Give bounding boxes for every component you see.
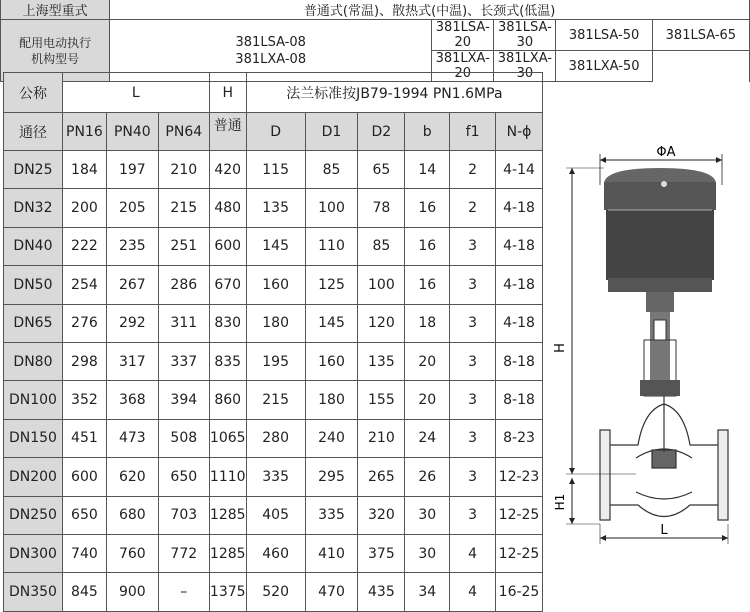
table-cell: 65	[358, 151, 405, 189]
table-cell: 460	[246, 534, 305, 572]
table-cell: 394	[158, 381, 209, 419]
table-row	[4, 266, 543, 304]
header-D: D	[246, 113, 305, 151]
table-cell: 85	[358, 227, 405, 265]
table-cell: 85	[305, 151, 358, 189]
table-cell: 435	[358, 573, 405, 611]
dimension-table	[3, 72, 543, 612]
header-pn16: PN16	[62, 113, 106, 151]
table-cell: 197	[106, 151, 158, 189]
table-cell: 20	[405, 381, 450, 419]
table-cell: 317	[106, 342, 158, 380]
model-lsa-20: 381LSA-20	[432, 20, 494, 51]
table-cell: 205	[106, 189, 158, 227]
table-cell: 772	[158, 534, 209, 572]
table-cell: 508	[158, 419, 209, 457]
row-nominal-size: DN40	[4, 227, 63, 265]
table-cell: 184	[62, 151, 106, 189]
model-lsa-08: 381LSA-08	[235, 34, 306, 50]
table-cell: 8-18	[496, 342, 543, 380]
table-cell: 16-25	[496, 573, 543, 611]
table-row	[4, 189, 543, 227]
table-cell: 12-23	[496, 458, 543, 496]
table-cell: 135	[246, 189, 305, 227]
table-cell: 20	[405, 342, 450, 380]
header-L: L	[62, 73, 209, 113]
table-cell: 650	[62, 496, 106, 534]
table-cell: 311	[158, 304, 209, 342]
table-cell: 680	[106, 496, 158, 534]
valve-drawing	[548, 140, 748, 550]
table-cell: 670	[209, 266, 246, 304]
table-cell: 835	[209, 342, 246, 380]
H1-label: H1	[553, 493, 567, 511]
header-nominal-top: 公称	[4, 73, 63, 113]
phiA-label: ΦA	[656, 145, 676, 160]
table-cell: 254	[62, 266, 106, 304]
table-row	[4, 419, 543, 457]
table-cell: 1375	[209, 573, 246, 611]
table-cell: 18	[405, 304, 450, 342]
table-cell: 276	[62, 304, 106, 342]
table-cell: 4-14	[496, 151, 543, 189]
table-cell: 235	[106, 227, 158, 265]
valve-body	[600, 396, 728, 520]
row-nominal-size: DN25	[4, 151, 63, 189]
table-cell: 8-18	[496, 381, 543, 419]
table-cell: 900	[106, 573, 158, 611]
table-cell: 320	[358, 496, 405, 534]
header-nominal-bottom: 通径	[4, 113, 63, 151]
header-f1: f1	[450, 113, 496, 151]
table-cell: 420	[209, 151, 246, 189]
table-cell: 405	[246, 496, 305, 534]
row-nominal-size: DN200	[4, 458, 63, 496]
table-cell: 215	[158, 189, 209, 227]
table-cell: 2	[450, 151, 496, 189]
table-cell: 4	[450, 534, 496, 572]
table-cell: 30	[405, 534, 450, 572]
table-cell: 3	[450, 266, 496, 304]
table-cell: 4	[450, 573, 496, 611]
table-cell: 352	[62, 381, 106, 419]
table-cell: 4-18	[496, 189, 543, 227]
table-cell: 480	[209, 189, 246, 227]
table-cell: 100	[358, 266, 405, 304]
table-cell: 375	[358, 534, 405, 572]
table-cell: 4-18	[496, 227, 543, 265]
table-cell: 1110	[209, 458, 246, 496]
table-cell: 145	[305, 304, 358, 342]
table-cell: 222	[62, 227, 106, 265]
table-cell: 100	[305, 189, 358, 227]
table-cell: 115	[246, 151, 305, 189]
table-cell: 145	[246, 227, 305, 265]
header-N-phi: N-ϕ	[496, 113, 543, 151]
table-cell: 298	[62, 342, 106, 380]
header-H: H	[209, 73, 246, 113]
row-nominal-size: DN50	[4, 266, 63, 304]
table-row	[4, 573, 543, 611]
table-row	[4, 304, 543, 342]
table-cell: 600	[62, 458, 106, 496]
row-nominal-size: DN100	[4, 381, 63, 419]
table-row	[4, 534, 543, 572]
table-row	[4, 458, 543, 496]
table-cell: 410	[305, 534, 358, 572]
table-cell: 125	[305, 266, 358, 304]
actuator-label: 配用电动执行 机构型号	[19, 35, 92, 66]
table-cell: 335	[305, 496, 358, 534]
table-cell: 337	[158, 342, 209, 380]
table-cell: 30	[405, 496, 450, 534]
table-cell: 12-25	[496, 496, 543, 534]
type-label: 上海型重式	[22, 4, 88, 19]
table-cell: 215	[246, 381, 305, 419]
table-cell: 34	[405, 573, 450, 611]
table-cell: 470	[305, 573, 358, 611]
table-row	[4, 151, 543, 189]
table-cell: 180	[246, 304, 305, 342]
table-cell: 16	[405, 189, 450, 227]
table-cell: 155	[358, 381, 405, 419]
table-cell: 8-23	[496, 419, 543, 457]
table-cell: 3	[450, 342, 496, 380]
table-cell: 295	[305, 458, 358, 496]
table-cell: 267	[106, 266, 158, 304]
row-nominal-size: DN65	[4, 304, 63, 342]
table-cell: 830	[209, 304, 246, 342]
row-nominal-size: DN300	[4, 534, 63, 572]
row-nominal-size: DN250	[4, 496, 63, 534]
model-lxa-20: 381LXA-20	[432, 51, 494, 82]
table-cell: 2	[450, 189, 496, 227]
table-cell: 195	[246, 342, 305, 380]
header-H-normal: 普通	[209, 113, 246, 151]
table-cell: 520	[246, 573, 305, 611]
table-cell: 135	[358, 342, 405, 380]
table-cell: 760	[106, 534, 158, 572]
table-cell: 286	[158, 266, 209, 304]
table-cell: 3	[450, 227, 496, 265]
table-cell: 110	[305, 227, 358, 265]
table-row	[4, 342, 543, 380]
header-flange-standard: 法兰标准按JB79-1994 PN1.6MPa	[246, 73, 542, 113]
table-cell: 845	[62, 573, 106, 611]
table-cell: 16	[405, 266, 450, 304]
model-lsa-50: 381LSA-50	[556, 20, 652, 51]
table-cell: 3	[450, 304, 496, 342]
table-cell: 1285	[209, 534, 246, 572]
table-cell: 26	[405, 458, 450, 496]
row-nominal-size: DN350	[4, 573, 63, 611]
table-cell: 292	[106, 304, 158, 342]
table-cell: 4-18	[496, 266, 543, 304]
table-cell: 180	[305, 381, 358, 419]
header-pn40: PN40	[106, 113, 158, 151]
header-D2: D2	[358, 113, 405, 151]
L-label: L	[660, 523, 668, 538]
table-cell: 14	[405, 151, 450, 189]
header-D1: D1	[305, 113, 358, 151]
table-cell: 600	[209, 227, 246, 265]
H1-dimension	[553, 478, 600, 524]
row-nominal-size: DN80	[4, 342, 63, 380]
model-lxa-50: 381LXA-50	[556, 51, 652, 82]
header-b: b	[405, 113, 450, 151]
table-cell: 4-18	[496, 304, 543, 342]
valve-yoke	[640, 292, 680, 396]
table-cell: 240	[305, 419, 358, 457]
row-nominal-size: DN32	[4, 189, 63, 227]
L-dimension	[600, 523, 728, 544]
table-cell: –	[158, 573, 209, 611]
table-cell: 335	[246, 458, 305, 496]
table-cell: 650	[158, 458, 209, 496]
model-lxa-08: 381LXA-08	[235, 51, 307, 67]
table-cell: 160	[246, 266, 305, 304]
table-cell: 451	[62, 419, 106, 457]
table-cell: 251	[158, 227, 209, 265]
table-cell: 200	[62, 189, 106, 227]
table-cell: 120	[358, 304, 405, 342]
table-cell: 703	[158, 496, 209, 534]
model-lxa-30: 381LXA-30	[494, 51, 556, 82]
table-cell: 160	[305, 342, 358, 380]
table-cell: 473	[106, 419, 158, 457]
table-cell: 3	[450, 419, 496, 457]
row-nominal-size: DN150	[4, 419, 63, 457]
table-cell: 860	[209, 381, 246, 419]
table-cell: 210	[358, 419, 405, 457]
table-row	[4, 381, 543, 419]
table-cell: 368	[106, 381, 158, 419]
table-cell: 3	[450, 496, 496, 534]
table-cell: 210	[158, 151, 209, 189]
table-cell: 280	[246, 419, 305, 457]
table-cell: 3	[450, 458, 496, 496]
table-row	[4, 496, 543, 534]
type-value: 普通式(常温)、散热式(中温)、长颈式(低温)	[303, 4, 556, 19]
table-body	[4, 151, 543, 612]
model-lsa-30: 381LSA-30	[494, 20, 556, 51]
type-label-cell	[1, 0, 110, 20]
table-cell: 1065	[209, 419, 246, 457]
model-lsa-65: 381LSA-65	[652, 20, 749, 51]
table-cell: 620	[106, 458, 158, 496]
empty-cell	[652, 51, 749, 82]
table-cell: 265	[358, 458, 405, 496]
table-cell: 740	[62, 534, 106, 572]
actuator-model-table	[0, 0, 750, 82]
type-value-cell	[110, 0, 750, 20]
table-cell: 1285	[209, 496, 246, 534]
header-pn64: PN64	[158, 113, 209, 151]
table-cell: 24	[405, 419, 450, 457]
table-cell: 16	[405, 227, 450, 265]
table-row	[4, 227, 543, 265]
H-label: H	[553, 343, 568, 353]
table-cell: 3	[450, 381, 496, 419]
table-cell: 12-25	[496, 534, 543, 572]
table-cell: 78	[358, 189, 405, 227]
actuator-body	[604, 168, 716, 292]
